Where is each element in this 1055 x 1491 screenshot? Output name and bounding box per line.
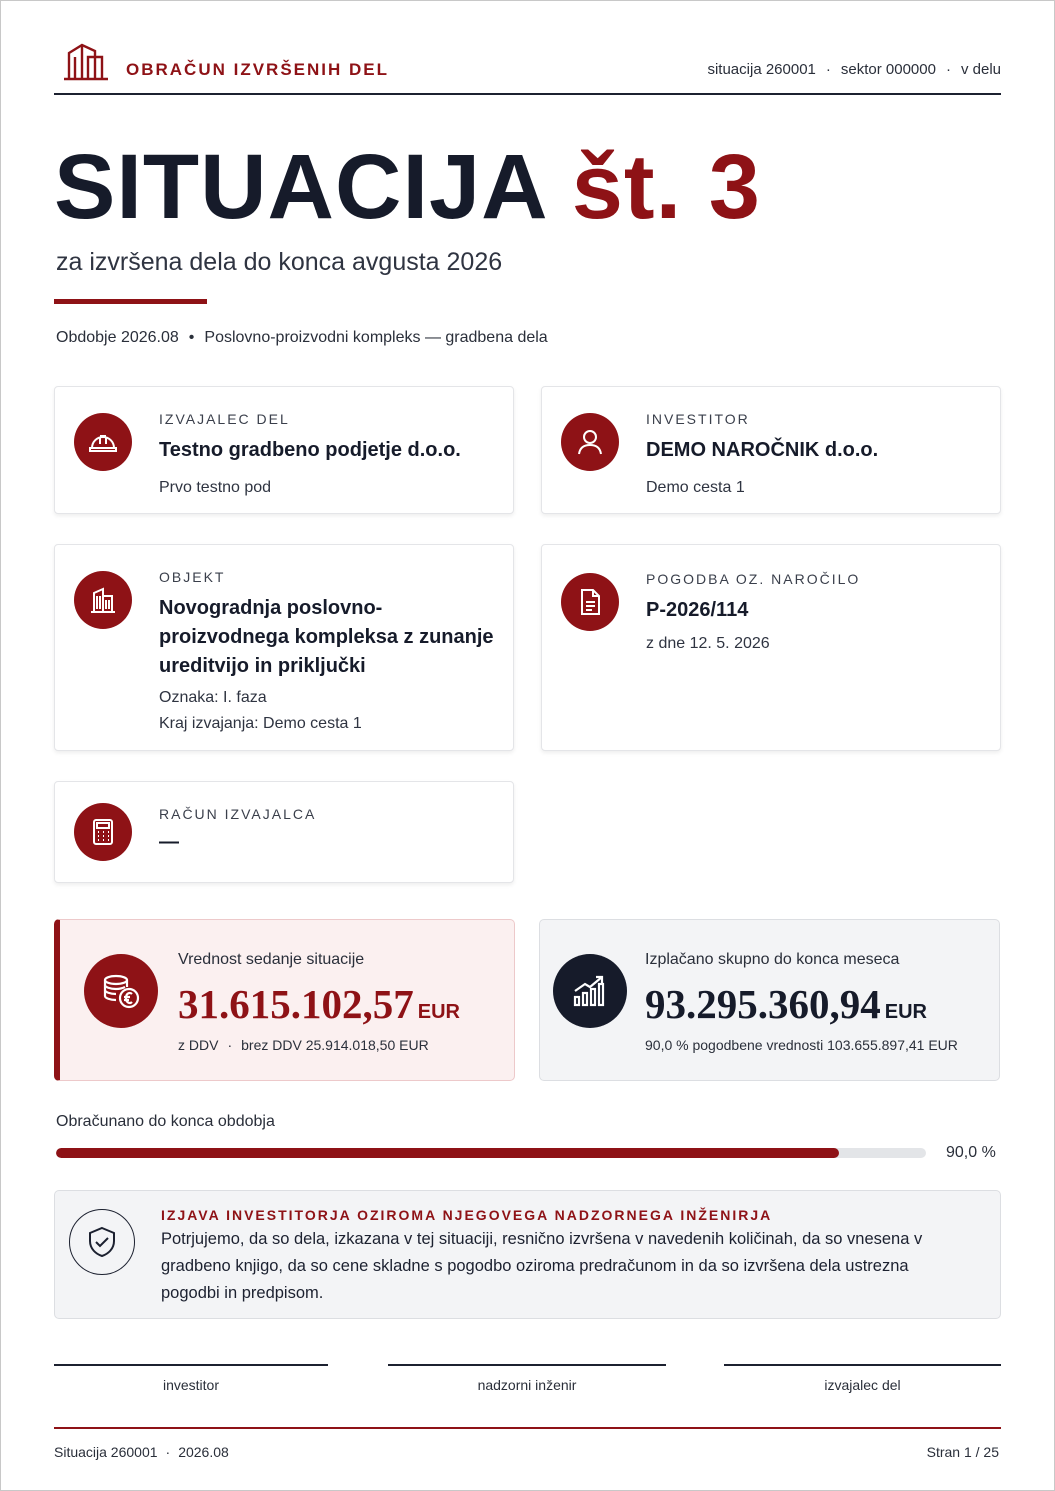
- period-project: Poslovno-proizvodni kompleks — gradbena dela: [204, 329, 548, 346]
- header-situation: situacija 260001: [707, 61, 816, 78]
- contractor-card: [54, 386, 514, 514]
- current-value-vat: z DDV: [178, 1037, 219, 1053]
- calculator-icon: [74, 803, 132, 861]
- document-icon: [561, 573, 619, 631]
- contractor-label: IZVAJALEC DEL: [159, 411, 290, 427]
- invoice-label: RAČUN IZVAJALCA: [159, 806, 317, 822]
- current-value-net: brez DDV 25.914.018,50 EUR: [241, 1037, 429, 1053]
- brand: [62, 41, 389, 81]
- statement-text: Potrjujemo, da so dela, izkazana v tej situaciji, resnično izvršena v navedenih količinah, da so vnesena v gradbeno knjigo, da so cene skladne s pogodbo oziroma predračunom in da so izvršena dela ustrezna pogodbi in predpisom.: [161, 1230, 923, 1302]
- paid-total-label: Izplačano skupno do konca meseca: [645, 951, 900, 968]
- statement-title: IZJAVA INVESTITORJA OZIROMA NJEGOVEGA NADZORNEGA INŽENIRJA: [161, 1207, 773, 1223]
- header-meta: situacija 260001 · sektor 000000 · v delu: [707, 61, 1001, 78]
- footer-divider: [54, 1427, 1001, 1429]
- progress-value: 90,0 %: [946, 1144, 996, 1161]
- paid-total-note: 90,0 % pogodbene vrednosti 103.655.897,41 EUR: [645, 1037, 958, 1053]
- period-label: Obdobje 2026.08: [56, 329, 179, 346]
- current-value-number: 31.615.102,57: [178, 981, 414, 1027]
- paid-total-currency: EUR: [884, 1001, 927, 1023]
- signature-contractor: izvajalec del: [724, 1364, 1001, 1394]
- invoice-value: —: [159, 831, 179, 853]
- contract-label: POGODBA OZ. NAROČILO: [646, 571, 861, 587]
- object-label: OBJEKT: [159, 569, 226, 585]
- title-underline: [54, 299, 207, 304]
- object-designation: Oznaka: I. faza: [159, 689, 267, 706]
- contractor-name: Testno gradbeno podjetje d.o.o.: [159, 439, 461, 461]
- period-line: Obdobje 2026.08 • Poslovno-proizvodni kompleks — gradbena dela: [56, 329, 548, 346]
- title-main: SITUACIJA: [54, 136, 546, 238]
- contract-date: z dne 12. 5. 2026: [646, 635, 770, 652]
- paid-total-panel: [539, 919, 1000, 1081]
- coins-euro-icon: [84, 954, 158, 1028]
- current-value-label: Vrednost sedanje situacije: [178, 951, 365, 968]
- current-value-currency: EUR: [417, 1001, 460, 1023]
- investor-name: DEMO NAROČNIK d.o.o.: [646, 439, 879, 461]
- paid-total-amount: [645, 980, 927, 1028]
- signature-supervisor: nadzorni inženir: [388, 1364, 666, 1394]
- growth-chart-icon: [553, 954, 627, 1028]
- header-status: v delu: [960, 61, 1001, 78]
- person-icon: [561, 413, 619, 471]
- footer-doc: Situacija 260001: [54, 1444, 158, 1460]
- object-card: [54, 544, 514, 751]
- investor-address: Demo cesta 1: [646, 479, 745, 496]
- investor-label: INVESTITOR: [646, 411, 750, 427]
- building-logo-icon: [62, 41, 110, 81]
- progress-label: Obračunano do konca obdobja: [56, 1113, 275, 1130]
- investor-statement: [54, 1190, 1001, 1319]
- header-sector: sektor 000000: [840, 61, 936, 78]
- paid-total-number: 93.295.360,94: [645, 981, 881, 1027]
- current-value-amount: [178, 980, 460, 1028]
- shield-check-icon: [69, 1209, 135, 1275]
- contract-number: P-2026/114: [646, 599, 749, 621]
- page-subtitle: za izvršena dela do konca avgusta 2026: [56, 248, 503, 276]
- progress-fill: [56, 1148, 839, 1158]
- object-location: Kraj izvajanja: Demo cesta 1: [159, 715, 362, 732]
- current-value-note: z DDV · brez DDV 25.914.018,50 EUR: [178, 1037, 429, 1053]
- object-name: Novogradnja poslovno-proizvodnega kompleksa z zunanje ureditvijo in priključki: [159, 597, 494, 677]
- current-value-panel: [54, 919, 515, 1081]
- invoice-card: [54, 781, 514, 883]
- contract-card: [541, 544, 1001, 751]
- footer-period: 2026.08: [178, 1444, 229, 1460]
- page-header: [54, 39, 1001, 95]
- investor-card: [541, 386, 1001, 514]
- footer-info: Situacija 260001 · 2026.08: [54, 1444, 229, 1460]
- contractor-address: Prvo testno pod: [159, 479, 272, 496]
- progress-bar: [56, 1148, 926, 1158]
- page-title: [54, 136, 761, 238]
- footer-page-number: Stran 1 / 25: [926, 1444, 999, 1460]
- title-number: št. 3: [571, 136, 761, 238]
- hard-hat-icon: [74, 413, 132, 471]
- brand-title: OBRAČUN IZVRŠENIH DEL: [126, 60, 390, 79]
- building-icon: [74, 571, 132, 629]
- signature-investor: investitor: [54, 1364, 328, 1394]
